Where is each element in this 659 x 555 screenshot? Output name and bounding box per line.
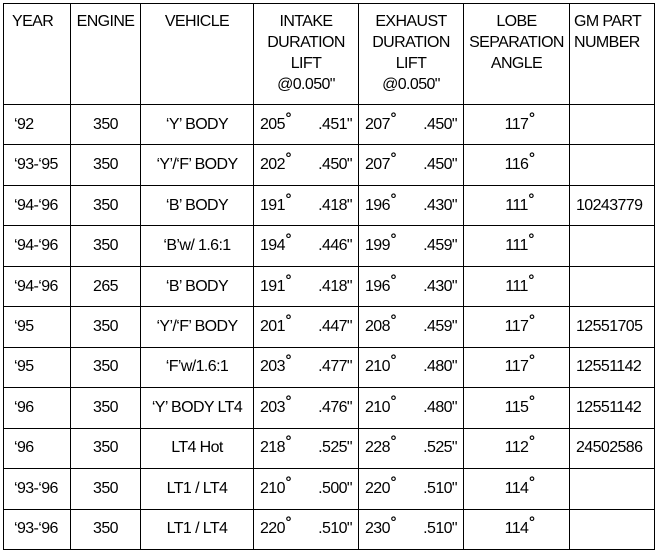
intake-duration: 203 ° xyxy=(260,399,285,417)
exhaust-lift: .459" xyxy=(423,237,457,255)
cell-lobe-separation: 117 ° xyxy=(464,307,570,347)
intake-lift: .447" xyxy=(318,317,352,335)
cell-exhaust xyxy=(359,226,464,266)
cell-intake xyxy=(254,307,359,347)
intake-duration: 194 ° xyxy=(260,237,285,255)
exhaust-lift: .525" xyxy=(423,439,457,457)
cell-gm-part-number xyxy=(570,226,655,266)
cell-gm-part-number: 12551142 xyxy=(570,347,655,387)
cell-vehicle: ‘B’ BODY xyxy=(141,185,254,225)
cell-lobe-separation: 114 ° xyxy=(464,509,570,549)
table-row xyxy=(4,145,655,185)
cell-gm-part-number: 12551705 xyxy=(570,307,655,347)
intake-lift: .510" xyxy=(318,520,352,538)
cell-exhaust xyxy=(359,307,464,347)
cell-vehicle: LT1 / LT4 xyxy=(141,509,254,549)
cell-intake xyxy=(254,428,359,468)
cell-lobe-separation: 114 ° xyxy=(464,469,570,509)
exhaust-lift: .510" xyxy=(423,479,457,497)
cell-year: ‘92 xyxy=(4,105,71,145)
cell-vehicle: ‘Y’/‘F’ BODY xyxy=(141,145,254,185)
intake-duration: 191 ° xyxy=(260,197,285,215)
header-lobe-separation: LOBE SEPARATION ANGLE xyxy=(464,4,570,105)
exhaust-duration: 208 ° xyxy=(365,318,390,336)
table-row xyxy=(4,105,655,145)
cell-exhaust xyxy=(359,266,464,306)
header-row xyxy=(4,4,655,105)
exhaust-lift: .480" xyxy=(423,358,457,376)
cell-exhaust xyxy=(359,388,464,428)
cell-gm-part-number xyxy=(570,145,655,185)
cell-gm-part-number xyxy=(570,266,655,306)
cell-intake xyxy=(254,388,359,428)
intake-lift: .476" xyxy=(318,398,352,416)
cell-year: ‘93-‘96 xyxy=(4,469,71,509)
intake-duration: 202 ° xyxy=(260,156,285,174)
cell-lobe-separation: 117 ° xyxy=(464,347,570,387)
cell-intake xyxy=(254,469,359,509)
intake-duration: 203 ° xyxy=(260,358,285,376)
cell-gm-part-number: 10243779 xyxy=(570,185,655,225)
cell-year: ‘96 xyxy=(4,428,71,468)
exhaust-lift: .459" xyxy=(423,317,457,335)
cell-engine: 350 xyxy=(71,509,141,549)
cell-year: ‘95 xyxy=(4,347,71,387)
exhaust-lift: .450" xyxy=(423,115,457,133)
cell-intake xyxy=(254,145,359,185)
intake-lift: .500" xyxy=(318,479,352,497)
header-engine: ENGINE xyxy=(71,4,141,105)
exhaust-duration: 196 ° xyxy=(365,197,390,215)
cell-gm-part-number: 24502586 xyxy=(570,428,655,468)
cell-engine: 350 xyxy=(71,185,141,225)
exhaust-duration: 207 ° xyxy=(365,116,390,134)
cell-vehicle: LT4 Hot xyxy=(141,428,254,468)
intake-lift: .418" xyxy=(318,196,352,214)
cell-year: ‘94-‘96 xyxy=(4,266,71,306)
intake-lift: .477" xyxy=(318,358,352,376)
intake-duration: 191 ° xyxy=(260,278,285,296)
cell-year: ‘94-‘96 xyxy=(4,185,71,225)
intake-duration: 220 ° xyxy=(260,520,285,538)
header-exhaust: EXHAUST DURATION LIFT @0.050" xyxy=(359,4,464,105)
intake-lift: .451" xyxy=(318,115,352,133)
cell-engine: 350 xyxy=(71,145,141,185)
header-vehicle: VEHICLE xyxy=(141,4,254,105)
cell-vehicle: ‘Y’ BODY LT4 xyxy=(141,388,254,428)
header-gm-part-number: GM PART NUMBER xyxy=(570,4,655,105)
cell-intake xyxy=(254,266,359,306)
exhaust-lift: .450" xyxy=(423,156,457,174)
cell-intake xyxy=(254,226,359,266)
cell-vehicle: ‘B’ BODY xyxy=(141,266,254,306)
intake-duration: 210 ° xyxy=(260,480,285,498)
cell-exhaust xyxy=(359,145,464,185)
intake-lift: .418" xyxy=(318,277,352,295)
exhaust-duration: 210 ° xyxy=(365,358,390,376)
exhaust-lift: .430" xyxy=(423,277,457,295)
table-row xyxy=(4,347,655,387)
cell-gm-part-number xyxy=(570,469,655,509)
cell-vehicle: LT1 / LT4 xyxy=(141,469,254,509)
table-row xyxy=(4,266,655,306)
exhaust-duration: 220 ° xyxy=(365,480,390,498)
cell-gm-part-number xyxy=(570,105,655,145)
table-row xyxy=(4,185,655,225)
header-year: YEAR xyxy=(4,4,71,105)
cell-exhaust xyxy=(359,185,464,225)
cell-vehicle: ‘B’w/ 1.6:1 xyxy=(141,226,254,266)
cell-lobe-separation: 117 ° xyxy=(464,105,570,145)
table-row xyxy=(4,388,655,428)
cell-exhaust xyxy=(359,347,464,387)
exhaust-duration: 230 ° xyxy=(365,520,390,538)
exhaust-lift: .510" xyxy=(423,520,457,538)
cell-exhaust xyxy=(359,428,464,468)
intake-lift: .450" xyxy=(318,156,352,174)
cell-lobe-separation: 115 ° xyxy=(464,388,570,428)
cell-engine: 350 xyxy=(71,428,141,468)
exhaust-duration: 207 ° xyxy=(365,156,390,174)
intake-duration: 201 ° xyxy=(260,318,285,336)
intake-duration: 218 ° xyxy=(260,439,285,457)
cell-year: ‘95 xyxy=(4,307,71,347)
cell-vehicle: ‘Y’ BODY xyxy=(141,105,254,145)
header-intake: INTAKE DURATION LIFT @0.050" xyxy=(254,4,359,105)
cell-intake xyxy=(254,105,359,145)
intake-lift: .446" xyxy=(318,237,352,255)
exhaust-duration: 196 ° xyxy=(365,278,390,296)
table-row xyxy=(4,469,655,509)
table-row xyxy=(4,307,655,347)
cell-year: ‘94-‘96 xyxy=(4,226,71,266)
cell-engine: 265 xyxy=(71,266,141,306)
exhaust-duration: 228 ° xyxy=(365,439,390,457)
cell-year: ‘93-‘96 xyxy=(4,509,71,549)
cell-lobe-separation: 116 ° xyxy=(464,145,570,185)
cell-lobe-separation: 111 ° xyxy=(464,185,570,225)
cell-lobe-separation: 112 ° xyxy=(464,428,570,468)
cell-year: ‘93-‘95 xyxy=(4,145,71,185)
cell-engine: 350 xyxy=(71,388,141,428)
intake-lift: .525" xyxy=(318,439,352,457)
cell-intake xyxy=(254,347,359,387)
exhaust-duration: 210 ° xyxy=(365,399,390,417)
cell-engine: 350 xyxy=(71,347,141,387)
exhaust-lift: .430" xyxy=(423,196,457,214)
table-row xyxy=(4,226,655,266)
table-body xyxy=(4,105,655,550)
cell-engine: 350 xyxy=(71,469,141,509)
table-row xyxy=(4,509,655,549)
cell-exhaust xyxy=(359,509,464,549)
cell-lobe-separation: 111 ° xyxy=(464,266,570,306)
cell-year: ‘96 xyxy=(4,388,71,428)
cell-vehicle: ‘F’w/1.6:1 xyxy=(141,347,254,387)
exhaust-duration: 199 ° xyxy=(365,237,390,255)
cell-lobe-separation: 111 ° xyxy=(464,226,570,266)
cell-exhaust xyxy=(359,105,464,145)
cell-engine: 350 xyxy=(71,105,141,145)
cell-vehicle: ‘Y’/‘F’ BODY xyxy=(141,307,254,347)
cell-intake xyxy=(254,185,359,225)
exhaust-lift: .480" xyxy=(423,398,457,416)
cell-exhaust xyxy=(359,469,464,509)
table-row xyxy=(4,428,655,468)
cell-intake xyxy=(254,509,359,549)
cell-gm-part-number xyxy=(570,509,655,549)
camshaft-spec-table xyxy=(3,3,655,550)
cell-engine: 350 xyxy=(71,226,141,266)
cell-engine: 350 xyxy=(71,307,141,347)
cell-gm-part-number: 12551142 xyxy=(570,388,655,428)
intake-duration: 205 ° xyxy=(260,116,285,134)
